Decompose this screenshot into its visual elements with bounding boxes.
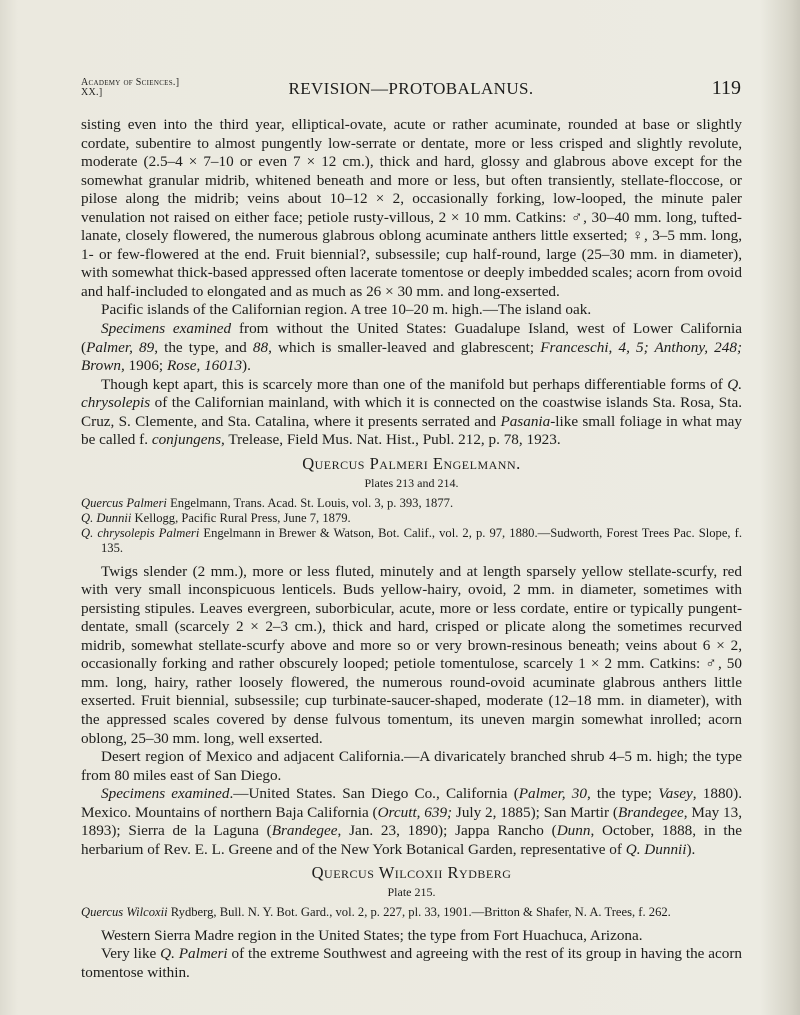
volume-number: XX.] — [81, 87, 103, 98]
synonym-citation: Q. chrysolepis Palmeri Engelmann in Brewer & Watson, Bot. Calif., vol. 2, p. 97, 1880.—Sudworth, Forest Trees Pac. Slope, f. 135. — [81, 526, 742, 556]
running-header — [81, 76, 741, 102]
synonym-citation: Q. Dunnii Kellogg, Pacific Rural Press, June 7, 1879. — [81, 511, 351, 526]
distribution-paragraph: Pacific islands of the Californian region. A tree 10–20 m. high.—The island oak. — [101, 301, 592, 319]
description-paragraph: sisting even into the third year, elliptical-ovate, acute or rather acuminate, rounded at base or slightly cordate, subentire to almost pungently low-serrate or dentate, more or less crisped and slightly revolute, moderate (2.5–4 × 7–10 or even 7 × 12 cm.), thick and hard, glossy and glabrous above except for the somewhat granular midrib, whitened beneath and more or less, but often transiently, stellate-floccose, or pilose along the midrib; veins about 10–12 × 2, occasionally forking, low-looped, the minute paler venulation not raised on either face; petiole rusty-villous, 2 × 10 mm. Catkins: ♂, 30–40 mm. long, tufted-lanate, closely flowered, the numerous glabrous oblong acuminate anthers little exserted; ♀, 3–5 mm. long, 1- or few-flowered at the end. Fruit biennial?, subsessile; cup half-round, large (25–30 mm. in diameter), with somewhat thick-based appressed often lacerate tomentose or deeply imbedded scales; acorn from ovoid and half-included to elongated and as much as 26 × 30 mm. and long-exserted. — [81, 116, 742, 300]
comparison-paragraph: Very like Q. Palmeri of the extreme Southwest and agreeing with the rest of its group in having the acorn tomentose within. — [81, 945, 742, 981]
specimens-paragraph: Specimens examined.—United States. San Diego Co., California (Palmer, 30, the type; Vasey, 1880). Mexico. Mountains of northern Baja California (Orcutt, 639; July 2, 1885); San Martir (Brandegee, May 13, 1893); Sierra de la Laguna (Brandegee, Jan. 23, 1890); Jappa Rancho (Dunn, October, 1888, in the herbarium of Rev. E. L. Greene and of the New York Botanical Garden, representative of Q. Dunnii). — [81, 785, 742, 858]
page-body — [81, 116, 742, 982]
specimens-label: Specimens examined — [101, 785, 230, 803]
description-paragraph: Twigs slender (2 mm.), more or less fluted, minutely and at length sparsely yellow stellate-scurfy, red with very small inconspicuous lenticels. Buds yellow-hairy, ovoid, 2 mm. in diameter, sometimes with persisting stipules. Leaves evergreen, suborbicular, acute, more or less cordate, entire or typically pungent-dentate, small (scarcely 2 × 2–3 cm.), thick and hard, crisped or plicate along the sometimes recurved midrib, somewhat stellate-scurfy above and more so or very brown-resinous beneath; veins about 6 × 2, occasionally forking and rather obscurely looped; petiole tomentulose, scarcely 1 × 2 mm. Catkins: ♂, 50 mm. long, hairy, rather loosely flowered, the numerous round-ovoid acuminate glabrous anthers little exserted. Fruit biennial, subsessile; cup turbinate-saucer-shaped, moderate (12–18 mm. in diameter), with the appressed scales covered by dense fulvous tomentum, its uneven margin somewhat inrolled; acorn oblong, 25–30 mm. long, well exserted. — [81, 562, 742, 747]
synonym-citation: Quercus Wilcoxii Rydberg, Bull. N. Y. Bot. Gard., vol. 2, p. 227, pl. 33, 1901.—Britton & Shafer, N. A. Trees, f. 262. — [81, 905, 671, 920]
specimens-paragraph: Specimens examined from without the United States: Guadalupe Island, west of Lower California (Palmer, 89, the type, and 88, which is smaller-leaved and glabrescent; Franceschi, 4, 5; Anthony, 248; Brown, 1906; Rose, 16013). — [81, 320, 743, 375]
discussion-paragraph: Though kept apart, this is scarcely more than one of the manifold but perhaps differentiable forms of Q. chrysolepis of the Californian mainland, with which it is connected on the coastwise islands Sta. Rosa, Sta. Cruz, S. Clemente, and Sta. Catalina, where it presents serrated and Pasania-like small foliage in what may be called f. conjungens, Trelease, Field Mus. Nat. Hist., Publ. 212, p. 78, 1923. — [81, 375, 743, 449]
specimens-label: Specimens examined — [101, 320, 232, 338]
distribution-paragraph: Desert region of Mexico and adjacent California.—A divaricately branched shrub 4–5 m. high; the type from 80 miles east of San Diego. — [81, 748, 742, 784]
species-heading: Quercus Palmeri Engelmann. — [302, 453, 521, 473]
plates-reference: Plate 215. — [387, 885, 436, 900]
journal-name: Academy of Sciences.] — [81, 77, 180, 88]
synonym-citation: Quercus Palmeri Engelmann, Trans. Acad. St. Louis, vol. 3, p. 393, 1877. — [81, 495, 454, 510]
species-heading: Quercus Wilcoxii Rydberg — [311, 863, 512, 883]
distribution-paragraph: Western Sierra Madre region in the United States; the type from Fort Huachuca, Arizona. — [101, 926, 643, 944]
running-title: REVISION—PROTOBALANUS. — [288, 79, 534, 98]
plates-reference: Plates 213 and 214. — [364, 475, 459, 490]
page-number: 119 — [711, 77, 741, 99]
